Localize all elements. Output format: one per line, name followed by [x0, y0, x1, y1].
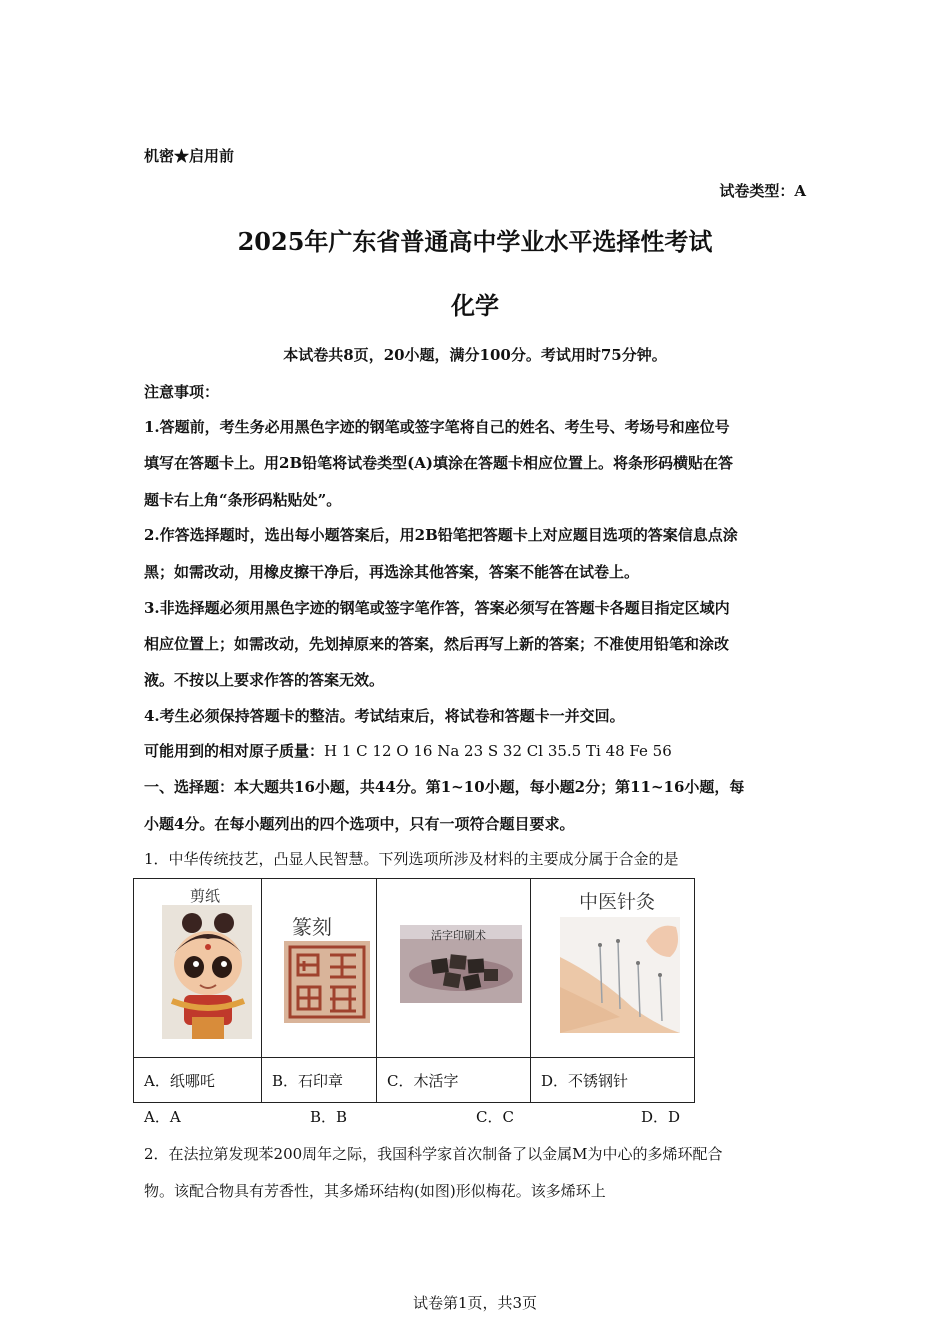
image-caption: 剪纸 — [190, 887, 221, 905]
question-2-stem: 2．在法拉第发现苯200周年之际，我国科学家首次制备了以金属M为中心的多烯环配合 — [144, 1145, 723, 1163]
page-footer: 试卷第1页，共3页 — [412, 1294, 538, 1312]
option-a-label: A．纸哪吒 — [134, 1058, 262, 1103]
confidential-label: 机密★启用前 — [144, 147, 235, 165]
image-caption: 中医针灸 — [579, 891, 656, 913]
image-caption: 篆刻 — [292, 915, 332, 939]
choice-c: C．C — [476, 1108, 514, 1126]
question-1-stem: 1．中华传统技艺，凸显人民智慧。下列选项所涉及材料的主要成分属于合金的是 — [144, 850, 679, 868]
notice-line: 题卡右上角“条形码粘贴处”。 — [144, 491, 342, 509]
exam-summary: 本试卷共8页，20小题，满分100分。考试用时75分钟。 — [283, 346, 667, 364]
paper-type: 试卷类型：A — [719, 182, 806, 200]
section-heading: 一、选择题：本大题共16小题，共44分。第1~10小题，每小题2分；第11~16小题，每 — [144, 778, 745, 796]
stone-seal-image — [284, 941, 370, 1023]
section-heading: 小题4分。在每小题列出的四个选项中，只有一项符合题目要求。 — [144, 815, 575, 833]
option-c-label: C．木活字 — [377, 1058, 531, 1103]
notice-line: 黑；如需改动，用橡皮擦干净后，再选涂其他答案，答案不能答在试卷上。 — [144, 563, 640, 581]
choice-d: D．D — [641, 1108, 681, 1126]
notice-line: 填写在答题卡上。用2B铅笔将试卷类型(A)填涂在答题卡相应位置上。将条形码横贴在答 — [144, 454, 733, 472]
notice-line: 液。不按以上要求作答的答案无效。 — [144, 671, 385, 689]
question-1-table — [133, 878, 695, 1103]
notice-line: 相应位置上；如需改动，先划掉原来的答案，然后再写上新的答案；不准使用铅笔和涂改 — [144, 635, 730, 653]
notice-line: 4.考生必须保持答题卡的整洁。考试结束后，将试卷和答题卡一并交回。 — [144, 707, 625, 725]
subject-title: 化学 — [451, 291, 499, 320]
image-caption: 活字印刷术 — [431, 929, 486, 942]
atomic-mass-values: H 1 C 12 O 16 Na 23 S 32 Cl 35.5 Ti 48 Fe 56 — [324, 742, 672, 760]
atomic-mass-line — [144, 740, 672, 761]
notice-line: 1.答题前，考生务必用黑色字迹的钢笔或签字笔将自己的姓名、考生号、考场号和座位号 — [144, 418, 730, 436]
question-2-stem: 物。该配合物具有芳香性，其多烯环结构(如图)形似梅花。该多烯环上 — [144, 1182, 606, 1200]
image-cell-a — [134, 879, 262, 1058]
option-d-label: D．不锈钢针 — [531, 1058, 695, 1103]
acupuncture-image — [560, 917, 680, 1033]
exam-title: 2025年广东省普通高中学业水平选择性考试 — [237, 227, 713, 256]
image-cell-d — [531, 879, 695, 1058]
notice-line: 2.作答选择题时，选出每小题答案后，用2B铅笔把答题卡上对应题目选项的答案信息点涂 — [144, 526, 738, 544]
atomic-mass-label: 可能用到的相对原子质量： — [144, 742, 325, 760]
image-cell-c — [377, 879, 531, 1058]
notice-heading: 注意事项： — [144, 383, 220, 401]
notice-line: 3.非选择题必须用黑色字迹的钢笔或签字笔作答，答案必须写在答题卡各题目指定区域内 — [144, 599, 730, 617]
choice-a: A．A — [144, 1108, 181, 1126]
image-cell-b — [262, 879, 377, 1058]
nezha-paper-figure-image — [162, 905, 252, 1039]
choice-b: B．B — [310, 1108, 348, 1126]
option-b-label: B．石印章 — [262, 1058, 377, 1103]
